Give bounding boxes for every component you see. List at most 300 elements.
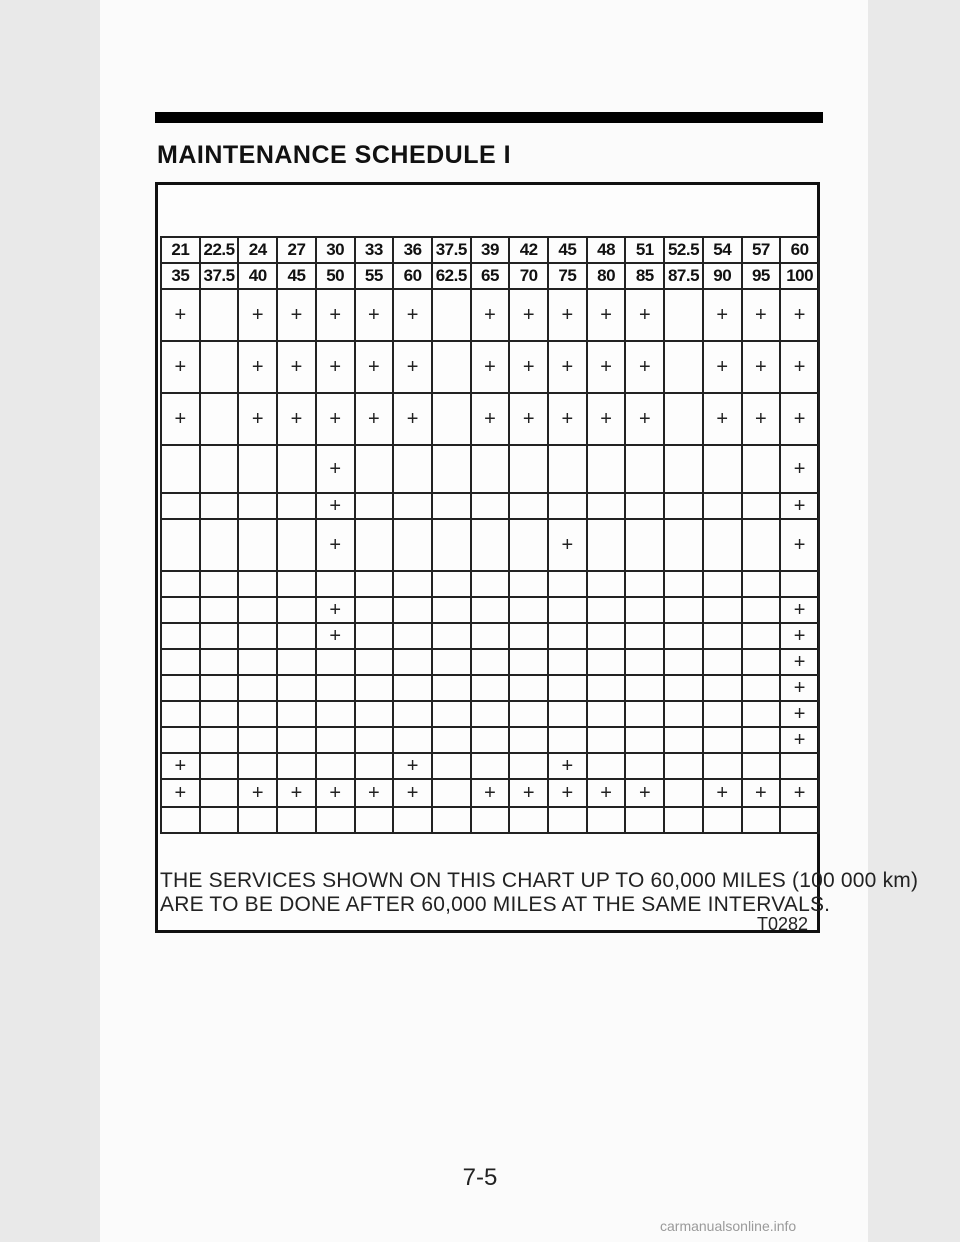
miles-header-row-cell: 27: [277, 237, 316, 263]
service-cell: +: [393, 393, 432, 445]
service-cell: [277, 649, 316, 675]
service-cell: [277, 701, 316, 727]
service-row: [161, 571, 819, 597]
service-cell: [355, 807, 394, 833]
service-cell: [509, 519, 548, 571]
service-cell: [548, 807, 587, 833]
service-cell: +: [316, 393, 355, 445]
service-cell: [471, 445, 510, 493]
service-cell: [161, 445, 200, 493]
service-cell: [238, 807, 277, 833]
miles-header-row-cell: 51: [625, 237, 664, 263]
service-cell: [703, 445, 742, 493]
service-cell: [471, 493, 510, 519]
service-cell: [432, 571, 471, 597]
service-cell: [200, 445, 239, 493]
service-cell: +: [780, 445, 819, 493]
service-cell: [664, 701, 703, 727]
service-cell: +: [548, 289, 587, 341]
service-cell: +: [509, 289, 548, 341]
service-cell: [780, 753, 819, 779]
service-cell: [742, 597, 781, 623]
service-cell: +: [238, 393, 277, 445]
service-cell: [548, 727, 587, 753]
service-cell: [277, 493, 316, 519]
miles-header-row-cell: 39: [471, 237, 510, 263]
km-header-row-cell: 40: [238, 263, 277, 289]
service-cell: +: [780, 597, 819, 623]
service-cell: [471, 753, 510, 779]
service-cell: [471, 571, 510, 597]
service-cell: [625, 701, 664, 727]
service-cell: [316, 807, 355, 833]
service-cell: [509, 571, 548, 597]
service-cell: [471, 623, 510, 649]
service-cell: [200, 341, 239, 393]
service-cell: [432, 727, 471, 753]
miles-header-row-cell: 21: [161, 237, 200, 263]
footer-watermark[interactable]: carmanualsonline.info: [660, 1218, 797, 1234]
service-cell: [548, 701, 587, 727]
service-cell: +: [316, 597, 355, 623]
service-cell: [432, 393, 471, 445]
service-cell: [200, 727, 239, 753]
service-cell: [432, 649, 471, 675]
service-row: [161, 519, 819, 571]
service-cell: [509, 445, 548, 493]
service-cell: [200, 519, 239, 571]
service-cell: +: [703, 289, 742, 341]
service-cell: [742, 493, 781, 519]
service-cell: [548, 623, 587, 649]
service-cell: [703, 571, 742, 597]
service-cell: [238, 445, 277, 493]
service-cell: [625, 807, 664, 833]
service-cell: [393, 597, 432, 623]
service-cell: [355, 753, 394, 779]
service-row: [161, 807, 819, 833]
service-cell: [432, 753, 471, 779]
service-cell: [664, 493, 703, 519]
km-header-row-cell: 35: [161, 263, 200, 289]
service-cell: [316, 571, 355, 597]
service-cell: [471, 675, 510, 701]
miles-header-row-cell: 52.5: [664, 237, 703, 263]
service-cell: [200, 701, 239, 727]
service-cell: [509, 493, 548, 519]
service-cell: [625, 571, 664, 597]
service-cell: +: [355, 289, 394, 341]
service-cell: [200, 675, 239, 701]
page-title: MAINTENANCE SCHEDULE I: [157, 141, 512, 169]
header-rule: [155, 112, 823, 123]
service-cell: [200, 493, 239, 519]
km-header-row-cell: 60: [393, 263, 432, 289]
service-cell: [703, 727, 742, 753]
service-cell: [393, 445, 432, 493]
service-cell: [780, 571, 819, 597]
service-cell: [587, 493, 626, 519]
service-cell: [664, 393, 703, 445]
service-cell: [200, 649, 239, 675]
service-cell: +: [548, 779, 587, 807]
service-cell: [742, 519, 781, 571]
miles-header-row-cell: 42: [509, 237, 548, 263]
service-cell: [625, 493, 664, 519]
miles-header-row: [161, 237, 819, 263]
service-cell: [471, 649, 510, 675]
service-cell: +: [471, 289, 510, 341]
service-cell: [471, 519, 510, 571]
service-cell: [625, 519, 664, 571]
service-cell: [742, 649, 781, 675]
service-cell: [277, 445, 316, 493]
service-cell: [703, 519, 742, 571]
service-cell: [355, 701, 394, 727]
service-cell: [509, 753, 548, 779]
service-cell: [664, 597, 703, 623]
service-cell: [393, 623, 432, 649]
service-cell: [393, 571, 432, 597]
service-cell: [548, 597, 587, 623]
service-cell: [509, 675, 548, 701]
service-cell: +: [548, 393, 587, 445]
service-cell: [625, 649, 664, 675]
service-cell: [548, 675, 587, 701]
service-cell: +: [780, 701, 819, 727]
service-cell: [432, 623, 471, 649]
service-cell: [703, 753, 742, 779]
service-cell: +: [393, 753, 432, 779]
miles-header-row-cell: 24: [238, 237, 277, 263]
service-cell: [161, 701, 200, 727]
km-header-row-cell: 50: [316, 263, 355, 289]
km-header-row-cell: 45: [277, 263, 316, 289]
service-cell: [703, 701, 742, 727]
service-cell: [742, 727, 781, 753]
service-cell: +: [509, 393, 548, 445]
service-cell: +: [625, 393, 664, 445]
service-cell: [471, 727, 510, 753]
service-cell: +: [742, 393, 781, 445]
service-cell: +: [780, 727, 819, 753]
service-cell: +: [587, 779, 626, 807]
service-cell: [432, 675, 471, 701]
service-cell: +: [393, 341, 432, 393]
miles-header-row-cell: 36: [393, 237, 432, 263]
service-cell: [161, 727, 200, 753]
miles-header-row-cell: 60: [780, 237, 819, 263]
service-row: [161, 727, 819, 753]
service-cell: [355, 675, 394, 701]
miles-header-row-cell: 45: [548, 237, 587, 263]
service-cell: +: [703, 779, 742, 807]
service-cell: [200, 597, 239, 623]
service-cell: [355, 519, 394, 571]
service-cell: +: [780, 493, 819, 519]
service-cell: [625, 675, 664, 701]
service-cell: [393, 519, 432, 571]
service-cell: +: [703, 393, 742, 445]
service-cell: [548, 649, 587, 675]
service-cell: [664, 341, 703, 393]
service-cell: +: [161, 753, 200, 779]
service-cell: [277, 807, 316, 833]
service-cell: [587, 727, 626, 753]
service-cell: [587, 807, 626, 833]
km-header-row-cell: 70: [509, 263, 548, 289]
service-cell: [277, 675, 316, 701]
service-cell: +: [471, 779, 510, 807]
service-cell: [664, 675, 703, 701]
service-cell: [587, 649, 626, 675]
service-cell: [161, 807, 200, 833]
service-cell: [161, 649, 200, 675]
km-header-row-cell: 87.5: [664, 263, 703, 289]
service-cell: [625, 445, 664, 493]
service-cell: [703, 675, 742, 701]
service-cell: [664, 519, 703, 571]
service-cell: [587, 519, 626, 571]
service-cell: [432, 597, 471, 623]
service-cell: [355, 727, 394, 753]
service-cell: [509, 727, 548, 753]
service-row: [161, 779, 819, 807]
service-cell: [200, 753, 239, 779]
service-cell: [742, 807, 781, 833]
page-number: 7-5: [462, 1164, 498, 1191]
miles-header-row-cell: 57: [742, 237, 781, 263]
service-cell: [238, 727, 277, 753]
service-cell: [742, 571, 781, 597]
service-cell: [355, 649, 394, 675]
service-cell: [316, 753, 355, 779]
service-cell: [703, 493, 742, 519]
service-cell: [471, 807, 510, 833]
service-cell: [664, 727, 703, 753]
service-cell: [587, 623, 626, 649]
service-cell: +: [742, 779, 781, 807]
service-cell: [742, 675, 781, 701]
service-cell: +: [587, 341, 626, 393]
service-cell: [355, 493, 394, 519]
service-cell: [161, 597, 200, 623]
service-cell: +: [238, 341, 277, 393]
miles-header-row-cell: 48: [587, 237, 626, 263]
miles-header-row-cell: 33: [355, 237, 394, 263]
service-cell: [393, 807, 432, 833]
service-cell: [161, 675, 200, 701]
service-cell: +: [780, 649, 819, 675]
service-cell: [238, 649, 277, 675]
service-cell: [277, 597, 316, 623]
service-cell: [703, 807, 742, 833]
service-cell: [587, 675, 626, 701]
service-cell: [509, 701, 548, 727]
service-cell: [316, 701, 355, 727]
service-cell: +: [780, 289, 819, 341]
service-row: [161, 393, 819, 445]
service-cell: [161, 493, 200, 519]
service-cell: [471, 701, 510, 727]
service-cell: +: [238, 289, 277, 341]
service-cell: [316, 727, 355, 753]
service-cell: +: [161, 341, 200, 393]
service-cell: [432, 493, 471, 519]
service-cell: +: [161, 289, 200, 341]
service-cell: +: [277, 341, 316, 393]
service-cell: +: [316, 445, 355, 493]
service-cell: [393, 701, 432, 727]
service-cell: +: [393, 779, 432, 807]
service-cell: [200, 623, 239, 649]
service-cell: [277, 623, 316, 649]
service-cell: +: [277, 393, 316, 445]
service-cell: [703, 649, 742, 675]
service-cell: [509, 597, 548, 623]
service-cell: [625, 727, 664, 753]
service-cell: [238, 753, 277, 779]
service-cell: +: [316, 341, 355, 393]
service-cell: [780, 807, 819, 833]
km-header-row-cell: 65: [471, 263, 510, 289]
service-cell: [355, 623, 394, 649]
service-cell: +: [625, 341, 664, 393]
service-cell: +: [471, 341, 510, 393]
service-cell: [393, 675, 432, 701]
service-cell: [393, 649, 432, 675]
miles-header-row-cell: 54: [703, 237, 742, 263]
service-cell: +: [742, 341, 781, 393]
service-cell: [432, 807, 471, 833]
service-cell: [742, 445, 781, 493]
service-cell: [200, 289, 239, 341]
service-cell: [238, 623, 277, 649]
service-cell: [664, 445, 703, 493]
banner-suffix: [16, 1201, 960, 1216]
km-header-row-cell: 80: [587, 263, 626, 289]
service-cell: +: [161, 393, 200, 445]
service-cell: +: [393, 289, 432, 341]
service-cell: [664, 807, 703, 833]
service-cell: [432, 445, 471, 493]
service-cell: +: [780, 675, 819, 701]
service-cell: [393, 493, 432, 519]
service-cell: [742, 701, 781, 727]
service-cell: +: [316, 519, 355, 571]
service-cell: +: [703, 341, 742, 393]
km-header-row-cell: 90: [703, 263, 742, 289]
service-cell: +: [355, 779, 394, 807]
km-header-row-cell: 95: [742, 263, 781, 289]
service-cell: [664, 649, 703, 675]
miles-header-row-cell: 37.5: [432, 237, 471, 263]
service-cell: [587, 701, 626, 727]
service-cell: +: [587, 289, 626, 341]
service-cell: [509, 623, 548, 649]
service-cell: [238, 701, 277, 727]
km-header-row-cell: 85: [625, 263, 664, 289]
service-cell: [703, 623, 742, 649]
service-cell: [200, 807, 239, 833]
service-cell: [625, 753, 664, 779]
side-download-banner: [0, 0, 14, 1242]
service-row: [161, 649, 819, 675]
service-cell: +: [316, 289, 355, 341]
service-cell: [471, 597, 510, 623]
service-row: [161, 493, 819, 519]
service-cell: +: [277, 779, 316, 807]
service-cell: [432, 289, 471, 341]
chart-note-line-1: THE SERVICES SHOWN ON THIS CHART UP TO 60,000 MILES (100 000 km): [160, 869, 919, 892]
service-cell: +: [509, 779, 548, 807]
service-cell: +: [316, 493, 355, 519]
miles-header-row-cell: 22.5: [200, 237, 239, 263]
service-cell: [277, 571, 316, 597]
service-cell: +: [780, 519, 819, 571]
service-cell: [548, 493, 587, 519]
service-cell: [703, 597, 742, 623]
service-cell: [625, 597, 664, 623]
maintenance-schedule-table: [160, 236, 820, 834]
service-cell: +: [625, 779, 664, 807]
service-cell: [548, 571, 587, 597]
service-cell: +: [780, 393, 819, 445]
service-cell: [664, 753, 703, 779]
service-cell: [277, 519, 316, 571]
service-cell: [625, 623, 664, 649]
service-cell: +: [238, 779, 277, 807]
service-cell: +: [548, 341, 587, 393]
service-cell: [355, 597, 394, 623]
service-cell: [432, 779, 471, 807]
service-cell: [432, 701, 471, 727]
service-row: [161, 675, 819, 701]
service-row: [161, 597, 819, 623]
service-row: [161, 445, 819, 493]
service-cell: [200, 571, 239, 597]
service-row: [161, 753, 819, 779]
service-cell: [355, 571, 394, 597]
service-cell: [587, 597, 626, 623]
service-cell: [393, 727, 432, 753]
service-cell: [238, 519, 277, 571]
km-header-row-cell: 55: [355, 263, 394, 289]
service-cell: +: [355, 341, 394, 393]
service-cell: [742, 753, 781, 779]
service-cell: [238, 571, 277, 597]
service-cell: [316, 649, 355, 675]
service-cell: +: [355, 393, 394, 445]
service-cell: +: [161, 779, 200, 807]
service-cell: +: [316, 623, 355, 649]
service-cell: [432, 341, 471, 393]
service-cell: [161, 571, 200, 597]
service-cell: [200, 393, 239, 445]
figure-code: T0282: [757, 914, 809, 934]
service-cell: [238, 675, 277, 701]
service-cell: [664, 779, 703, 807]
service-cell: [238, 493, 277, 519]
service-cell: +: [587, 393, 626, 445]
service-cell: [432, 519, 471, 571]
service-cell: [161, 519, 200, 571]
km-header-row-cell: 37.5: [200, 263, 239, 289]
service-cell: [587, 445, 626, 493]
service-cell: +: [509, 341, 548, 393]
service-cell: [355, 445, 394, 493]
service-cell: +: [277, 289, 316, 341]
